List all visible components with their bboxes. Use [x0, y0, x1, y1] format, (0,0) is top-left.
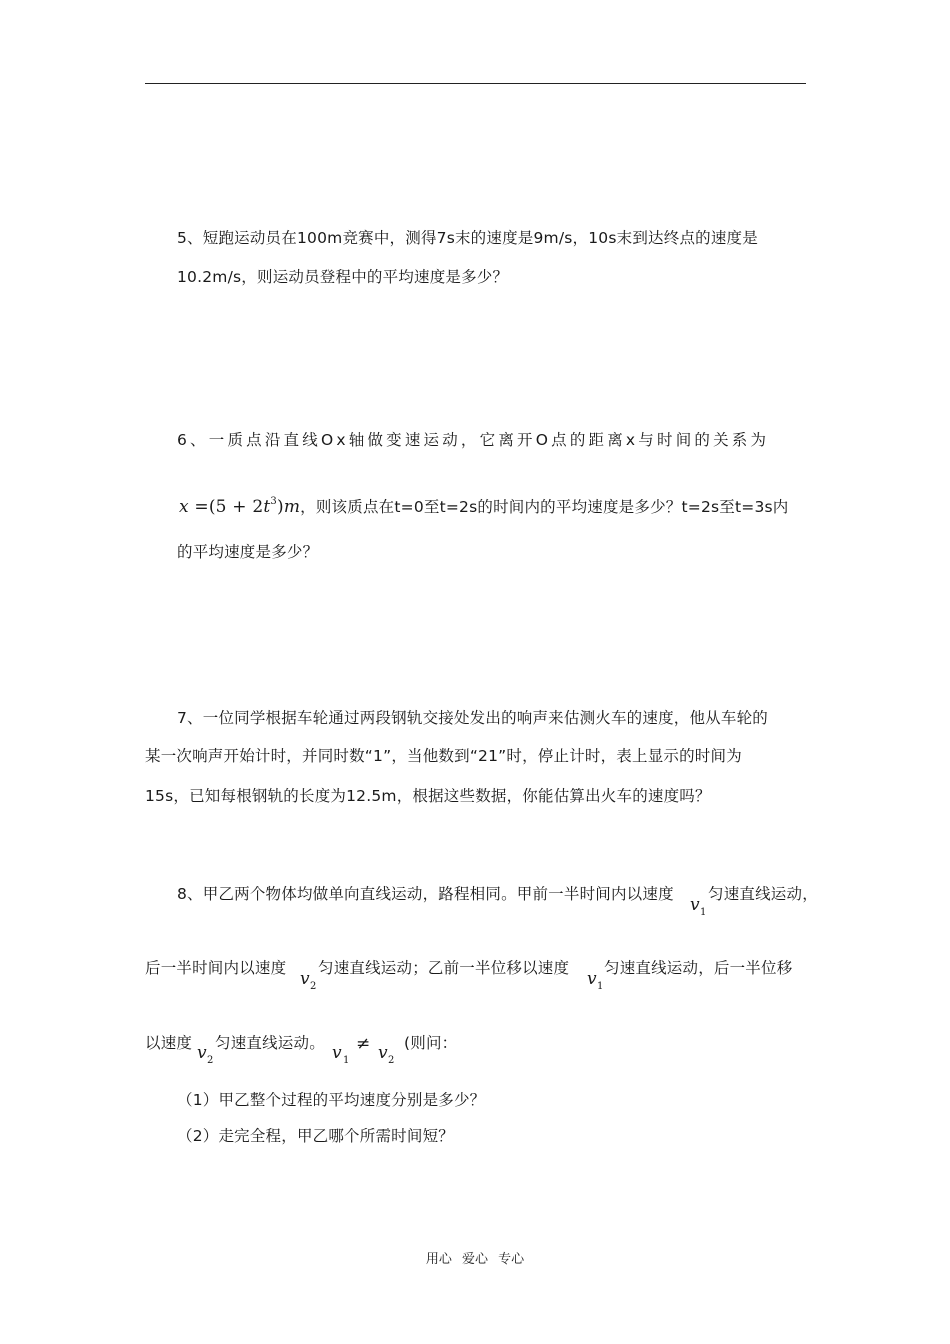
q8-not-equal-sign: ≠: [356, 1034, 371, 1054]
formula-lhs: x: [179, 497, 189, 517]
q8-line3a: 以速度: [145, 1034, 193, 1052]
q8-v2b-subscript: 2: [207, 1055, 214, 1066]
q6-formula: [179, 497, 300, 517]
q8-line2a: 后一半时间内以速度: [145, 959, 287, 977]
q8-v1c-subscript: 1: [343, 1055, 350, 1066]
page-footer: 用心 爱心 专心: [425, 1252, 525, 1267]
q8-v1b-subscript: 1: [597, 981, 604, 992]
q6-line2: [179, 492, 789, 517]
q8-line1a: 8、甲乙两个物体均做单向直线运动，路程相同。甲前一半时间内以速度: [177, 885, 674, 903]
q8-line3b: 匀速直线运动。: [215, 1034, 325, 1052]
q7-line1: 7、一位同学根据车轮通过两段钢轨交接处发出的响声来估测火车的速度，他从车轮的: [177, 709, 768, 727]
q7-line2: 某一次响声开始计时，并同时数“1”，当他数到“21”时，停止计时，表上显示的时间为: [145, 747, 742, 765]
q6-line1: 6、一质点沿直线Ox轴做变速运动，它离开O点的距离x与时间的关系为: [177, 431, 770, 449]
q8-v2b-symbol: v: [197, 1043, 207, 1063]
q8-v2-subscript: 2: [310, 981, 317, 992]
q8-line1b: 匀速直线运动，: [708, 885, 818, 903]
q8-line2c: 匀速直线运动，后一半位移: [604, 959, 793, 977]
formula-t: t: [263, 497, 271, 517]
q8-v2c-subscript: 2: [388, 1055, 395, 1066]
q6-line2-text: ，则该质点在t=0至t=2s的时间内的平均速度是多少？t=2s至t=3s内: [300, 498, 789, 516]
header-rule: [145, 83, 806, 84]
formula-exponent: 3: [270, 496, 277, 507]
formula-close: ): [276, 497, 284, 517]
formula-eq: =(5 + 2: [188, 497, 264, 517]
q8-v1-subscript: 1: [700, 907, 707, 918]
q7-line3: 15s，已知每根钢轨的长度为12.5m，根据这些数据，你能估算出火车的速度吗？: [145, 787, 711, 805]
formula-unit: m: [283, 497, 301, 517]
q5-line1: 5、短跑运动员在100m竞赛中，测得7s末的速度是9m/s，10s末到达终点的速度是: [177, 229, 758, 247]
q8-v2-symbol: v: [300, 969, 310, 989]
q6-line3: 的平均速度是多少？: [177, 543, 319, 561]
q8-v1b-symbol: v: [587, 969, 597, 989]
q8-subquestion-2: （2）走完全程，甲乙哪个所需时间短？: [177, 1127, 454, 1145]
q8-v2c-symbol: v: [378, 1043, 388, 1063]
q8-v1-symbol: v: [690, 895, 700, 915]
q8-line3c: (则问：: [404, 1034, 458, 1052]
q8-subquestion-1: （1）甲乙整个过程的平均速度分别是多少？: [177, 1091, 486, 1109]
q8-v1c-symbol: v: [332, 1043, 342, 1063]
q8-line2b: 匀速直线运动；乙前一半位移以速度: [318, 959, 570, 977]
q5-line2: 10.2m/s，则运动员登程中的平均速度是多少？: [177, 268, 509, 286]
